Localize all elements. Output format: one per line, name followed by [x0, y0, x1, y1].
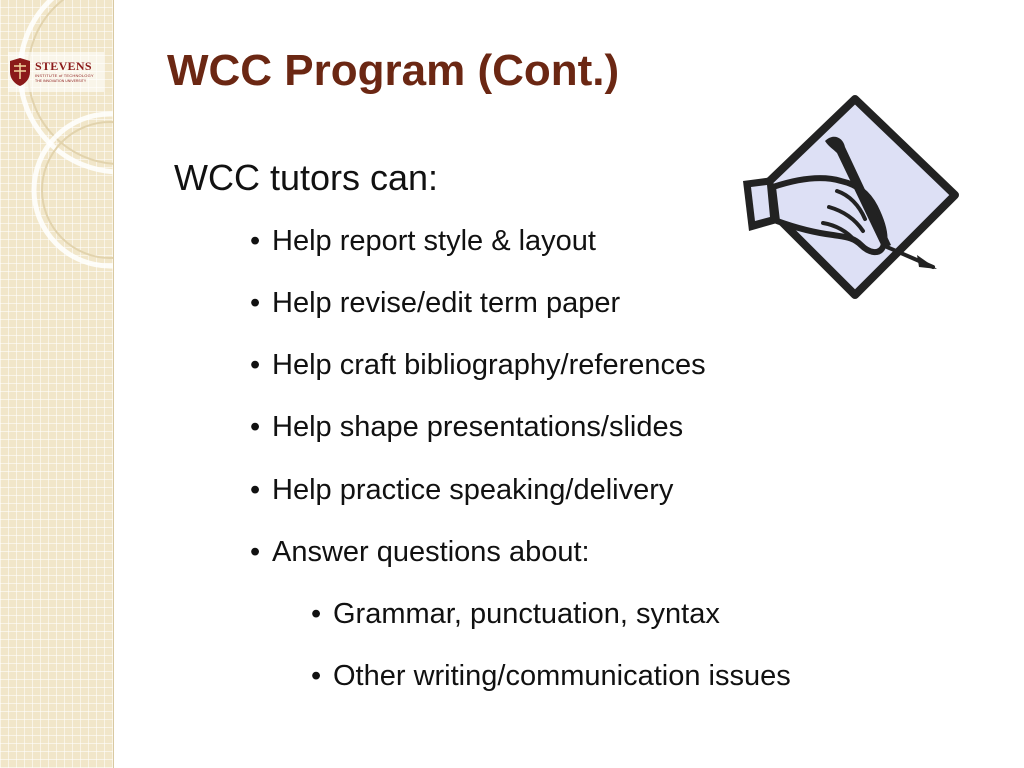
decorative-rings: [0, 0, 113, 768]
sub-list-item: [311, 598, 720, 631]
bullet-glyph: •: [250, 536, 261, 568]
logo-wordmark: STEVENS: [35, 59, 92, 74]
list-item: [250, 349, 706, 382]
list-item: [250, 225, 596, 258]
logo-tagline: THE INNOVATION UNIVERSITY: [35, 79, 87, 84]
list-item-text: Help report style & layout: [272, 225, 596, 257]
bullet-glyph: •: [250, 225, 261, 257]
bullet-glyph: •: [250, 287, 261, 319]
list-item-text: Help craft bibliography/references: [272, 349, 706, 381]
sub-list-item: [311, 660, 791, 693]
list-item: [250, 287, 621, 320]
intro-text: WCC tutors can:: [174, 157, 439, 198]
list-item-text: Help practice speaking/delivery: [272, 474, 674, 506]
sub-list-item-text: Grammar, punctuation, syntax: [333, 598, 720, 630]
bullet-glyph: •: [311, 660, 322, 692]
sidebar-pattern: [0, 0, 114, 768]
list-item: [250, 474, 674, 507]
bullet-glyph: •: [311, 598, 322, 630]
hand-writing-with-pen-icon: [737, 95, 959, 305]
logo-subtitle: INSTITUTE of TECHNOLOGY: [35, 73, 94, 79]
list-item-text: Help shape presentations/slides: [272, 411, 684, 443]
list-item-text: Help revise/edit term paper: [272, 287, 621, 319]
stevens-logo: [8, 52, 104, 92]
bullet-glyph: •: [250, 411, 261, 443]
list-item-text: Answer questions about:: [272, 536, 590, 568]
bullet-glyph: •: [250, 349, 261, 381]
sub-list-item-text: Other writing/communication issues: [333, 660, 791, 692]
list-item: [250, 411, 684, 444]
bullet-glyph: •: [250, 474, 261, 506]
list-item: [250, 536, 590, 569]
shield-icon: [8, 57, 32, 87]
slide-title: WCC Program (Cont.): [167, 46, 620, 95]
